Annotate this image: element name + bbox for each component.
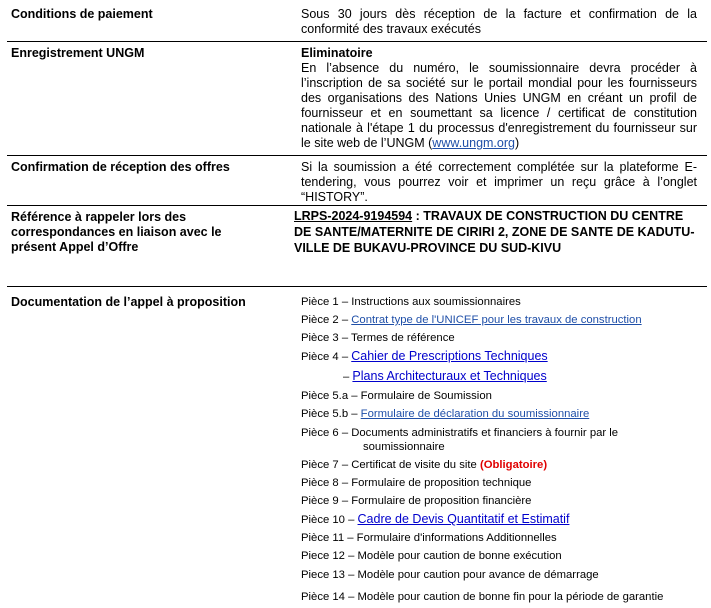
piece-5b — [301, 407, 589, 421]
label-documentation: Documentation de l’appel à proposition — [11, 295, 246, 309]
value-confirmation-reception: Si la soumission a été correctement complétée sur la plateforme E-tendering, vous pourrez voir et imprimer un reçu grâce à l’onglet “HISTORY”. — [301, 160, 697, 204]
row-divider — [7, 286, 707, 287]
value-conditions-paiement: Sous 30 jours dès réception de la facture et confirmation de la conformité des travaux exécutés — [301, 7, 697, 36]
piece-11: Pièce 11 – Formulaire d'informations Additionnelles — [301, 532, 557, 544]
piece-2-prefix: Pièce 2 – — [301, 314, 352, 326]
piece-7-prefix: Pièce 7 – Certificat de visite du site — [301, 459, 480, 471]
reference-title: : TRAVAUX DE CONSTRUCTION DU CENTRE DE SANTE/MATERNITE DE CIRIRI 2, ZONE DE SANTE DE KADUTU-VILLE DE BUKAVU-PROVINCE DU SUD-KIVU — [294, 209, 695, 255]
required-badge: (Obligatoire) — [479, 459, 548, 471]
piece-2-link[interactable]: Contrat type de l'UNICEF pour les travaux de construction — [351, 314, 642, 326]
label-confirmation-reception: Confirmation de réception des offres — [11, 160, 230, 174]
piece-4-link[interactable]: Cahier de Prescriptions Techniques — [351, 349, 548, 363]
piece-3: Pièce 3 – Termes de référence — [301, 332, 455, 344]
piece-10-link[interactable]: Cadre de Devis Quantitatif et Estimatif — [357, 512, 570, 526]
piece-4b-link[interactable]: Plans Architecturaux et Techniques — [352, 369, 547, 383]
reference-code: LRPS-2024-9194594 — [294, 209, 413, 223]
row-divider — [7, 155, 707, 156]
piece-12: Piece 12 – Modèle pour caution de bonne exécution — [301, 550, 562, 562]
piece-5b-prefix: Pièce 5.b – — [301, 408, 361, 420]
piece-6-continuation: soumissionnaire — [363, 441, 445, 453]
piece-10 — [301, 512, 569, 527]
piece-9: Pièce 9 – Formulaire de proposition financière — [301, 495, 532, 507]
piece-13: Piece 13 – Modèle pour caution pour avance de démarrage — [301, 569, 599, 581]
ungm-heading: Eliminatoire — [301, 46, 373, 60]
piece-8: Pièce 8 – Formulaire de proposition technique — [301, 477, 532, 489]
piece-5b-link[interactable]: Formulaire de déclaration du soumissionnaire — [360, 408, 590, 420]
label-enregistrement-ungm: Enregistrement UNGM — [11, 46, 145, 60]
label-conditions-paiement: Conditions de paiement — [11, 7, 153, 21]
piece-4b-prefix: – — [343, 371, 353, 383]
piece-4 — [301, 349, 548, 364]
ungm-link[interactable]: www.ungm.org — [432, 136, 515, 150]
piece-4-prefix: Pièce 4 – — [301, 351, 352, 363]
value-reference — [294, 208, 698, 256]
piece-2 — [301, 313, 642, 327]
piece-14: Pièce 14 – Modèle pour caution de bonne fin pour la période de garantie — [301, 591, 664, 603]
ungm-text-end: ) — [514, 136, 520, 150]
label-reference: Référence à rappeler lors des correspondances en liaison avec le présent Appel d’Offre — [11, 210, 222, 254]
piece-7 — [301, 458, 547, 472]
row-divider — [7, 41, 707, 42]
piece-10-prefix: Pièce 10 – — [301, 514, 358, 526]
piece-5a: Pièce 5.a – Formulaire de Soumission — [301, 390, 492, 402]
value-enregistrement-ungm — [301, 46, 697, 151]
row-divider — [7, 205, 707, 206]
piece-1: Pièce 1 – Instructions aux soumissionnaires — [301, 296, 521, 308]
piece-4b — [343, 369, 547, 384]
ungm-text: En l’absence du numéro, le soumissionnaire devra procéder à l’inscription de sa société sur le portail mondial pour les fournisseurs des organisations des Nations Unies UNGM en créant un profil de fournisseur et en soumettant sa licence / certificat de constitution nationale à l'étape 1 du processus d'enregistrement du fournisseur sur le site web de l’UNGM ( — [301, 61, 697, 150]
piece-6: Pièce 6 – Documents administratifs et financiers à fournir par le — [301, 427, 619, 439]
